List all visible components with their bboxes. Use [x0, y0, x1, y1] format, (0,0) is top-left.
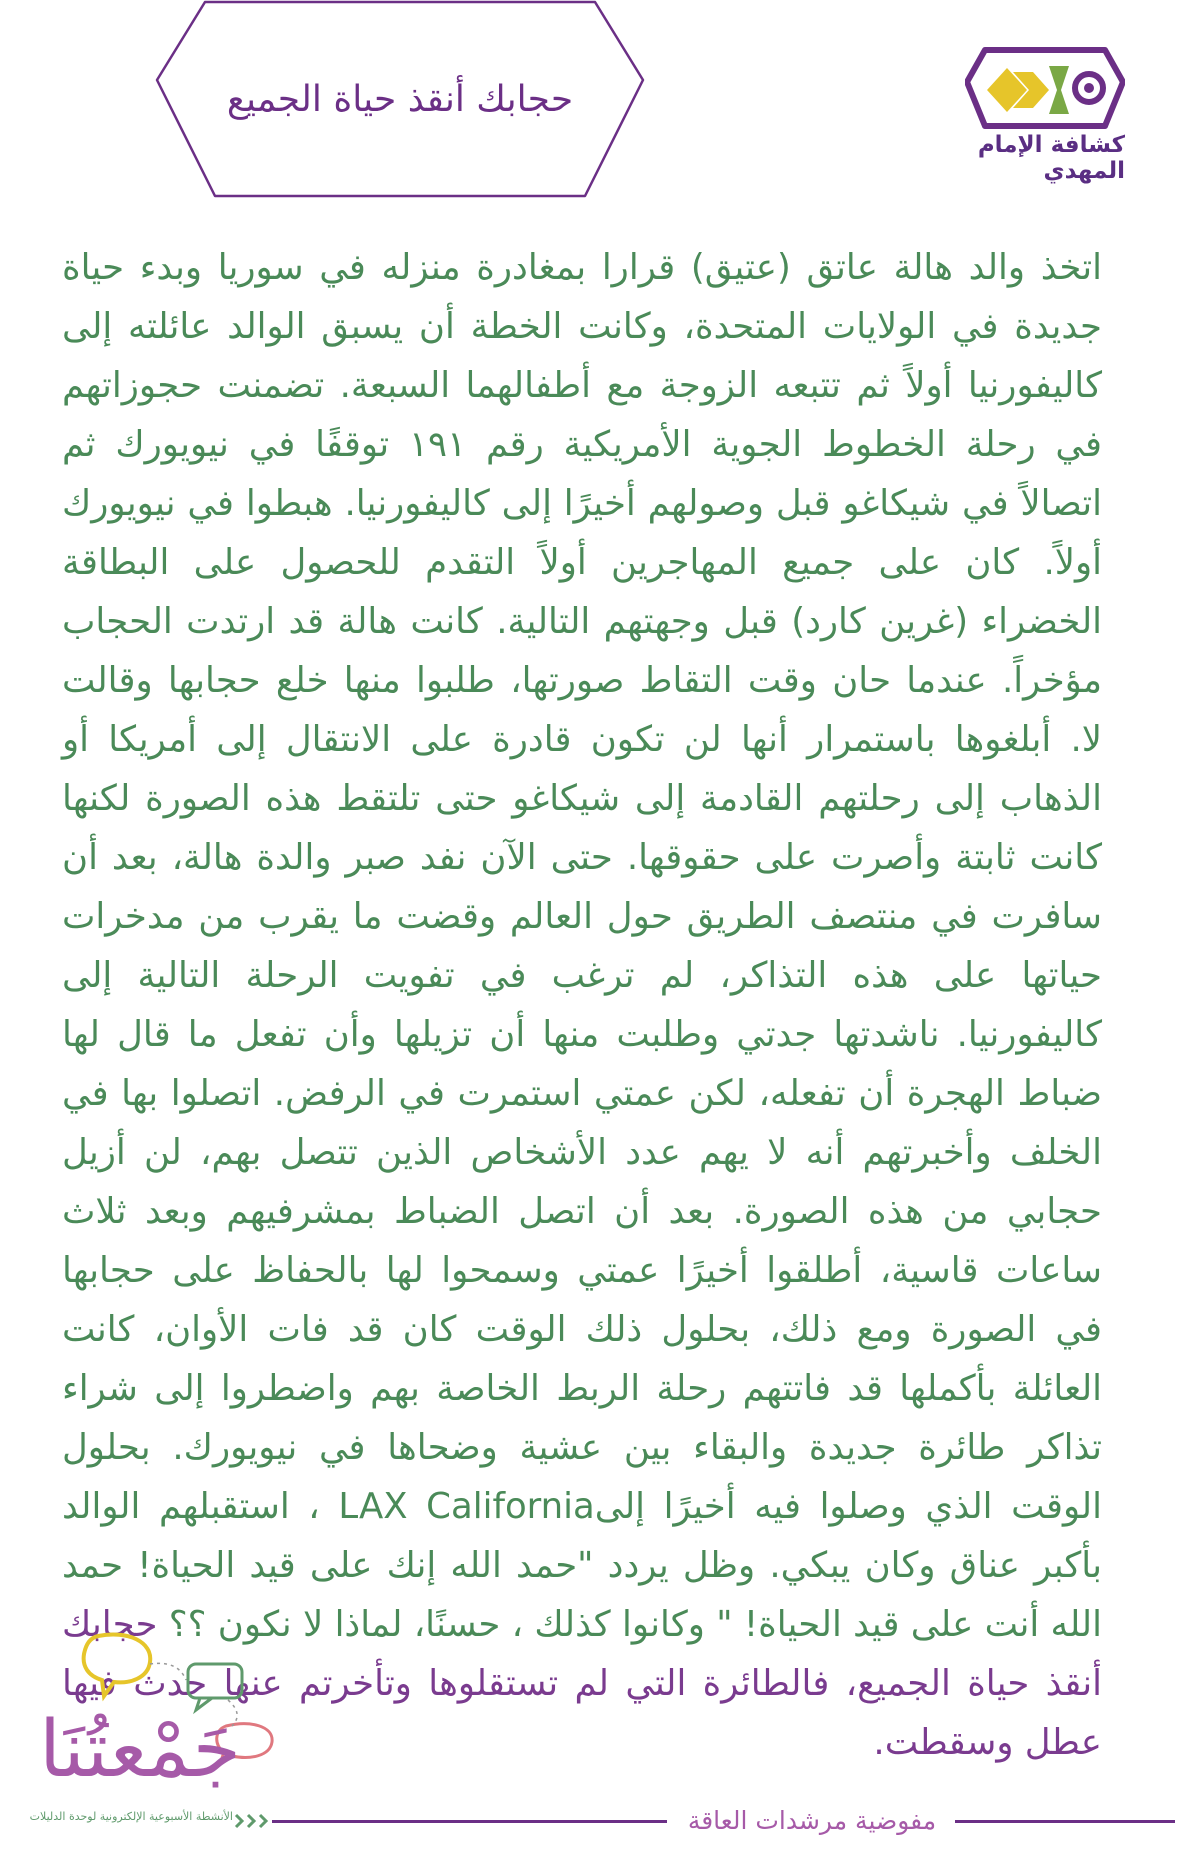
organization-name: كشافة الإمام المهدي	[977, 132, 1125, 184]
title-frame	[155, 0, 645, 200]
page-title: حجابك أنقذ حياة الجميع	[226, 79, 574, 120]
footer-office: مفوضية مرشدات العاقة	[687, 1806, 937, 1835]
article-highlight: حجابك أنقذ حياة الجميع، فالطائرة التي لم تستقلوها وتأخرتم عنها حدث فيها عطل وسقطت.	[62, 1604, 1102, 1763]
chevrons-icon	[232, 1811, 272, 1831]
scouts-emblem-icon	[965, 40, 1125, 140]
article-body	[62, 238, 1102, 1772]
footer-divider-right	[955, 1820, 1175, 1823]
brand-subtitle: الأنشطة الأسبوعية الإلكترونية لوحدة الدليلات	[29, 1810, 233, 1823]
article-text: اتخذ والد هالة عاتق (عتيق) قرارا بمغادرة منزله في سوريا وبدء حياة جديدة في الولايات المتحدة، وكانت الخطة أن يسبق الوالد عائلته إلى كاليفورنيا أولاً ثم تتبعه الزوجة مع أطفالهما السبعة. تضمنت حجوزاتهم في رحلة الخطوط الجوية الأمريكية رقم ١٩١ توقفًا في نيويورك ثم اتصالاً في شيكاغو قبل وصولهم أخيرًا إلى كاليفورنيا. هبطوا في نيويورك أولاً. كان على جميع المهاجرين أولاً التقدم للحصول على البطاقة الخضراء (غرين كارد) قبل وجهتهم التالية. كانت هالة قد ارتدت الحجاب مؤخراً. عندما حان وقت التقاط صورتها، طلبوا منها خلع حجابها وقالت لا. أبلغوها باستمرار أنها لن تكون قادرة على الانتقال إلى أمريكا أو الذهاب إلى رحلتهم القادمة إلى شيكاغو حتى تلتقط هذه الصورة لكنها كانت ثابتة وأصرت على حقوقها. حتى الآن نفد صبر والدة هالة، بعد أن سافرت في منتصف الطريق حول العالم وقضت ما يقرب من مدخرات حياتها على هذه التذاكر، لم ترغب في تفويت الرحلة التالية إلى كاليفورنيا. ناشدتها جدتي وطلبت منها أن تزيلها وأن تفعل ما قال لها ضباط الهجرة أن تفعله، لكن عمتي استمرت في الرفض. اتصلوا بها في الخلف وأخبرتهم أنه لا يهم عدد الأشخاص الذين تتصل بهم، لن أزيل حجابي من هذه الصورة. بعد أن اتصل الضباط بمشرفيهم وبعد ثلاث ساعات قاسية، أطلقوا أخيرًا عمتي وسمحوا لها بالحفاظ على حجابها في الصورة ومع ذلك، بحلول ذلك الوقت كان قد فات الأوان، كانت العائلة بأكملها قد فاتتهم رحلة الربط الخاصة بهم واضطروا إلى شراء تذاكر طائرة جديدة والبقاء بين عشية وضحاها في نيويورك. بحلول الوقت الذي وصلوا فيه أخيرًا إلىLAX California ، استقبلهم الوالد بأكبر عناق وكان يبكي. وظل يردد "حمد الله إنك على قيد الحياة! حمد الله أنت على قيد الحياة! " وكانوا كذلك ، حسنًا، لماذا لا نكون ؟؟	[62, 247, 1102, 1645]
footer-divider-left	[272, 1820, 667, 1823]
brand-logo-text: جَمْعتُنَا	[39, 1705, 241, 1795]
